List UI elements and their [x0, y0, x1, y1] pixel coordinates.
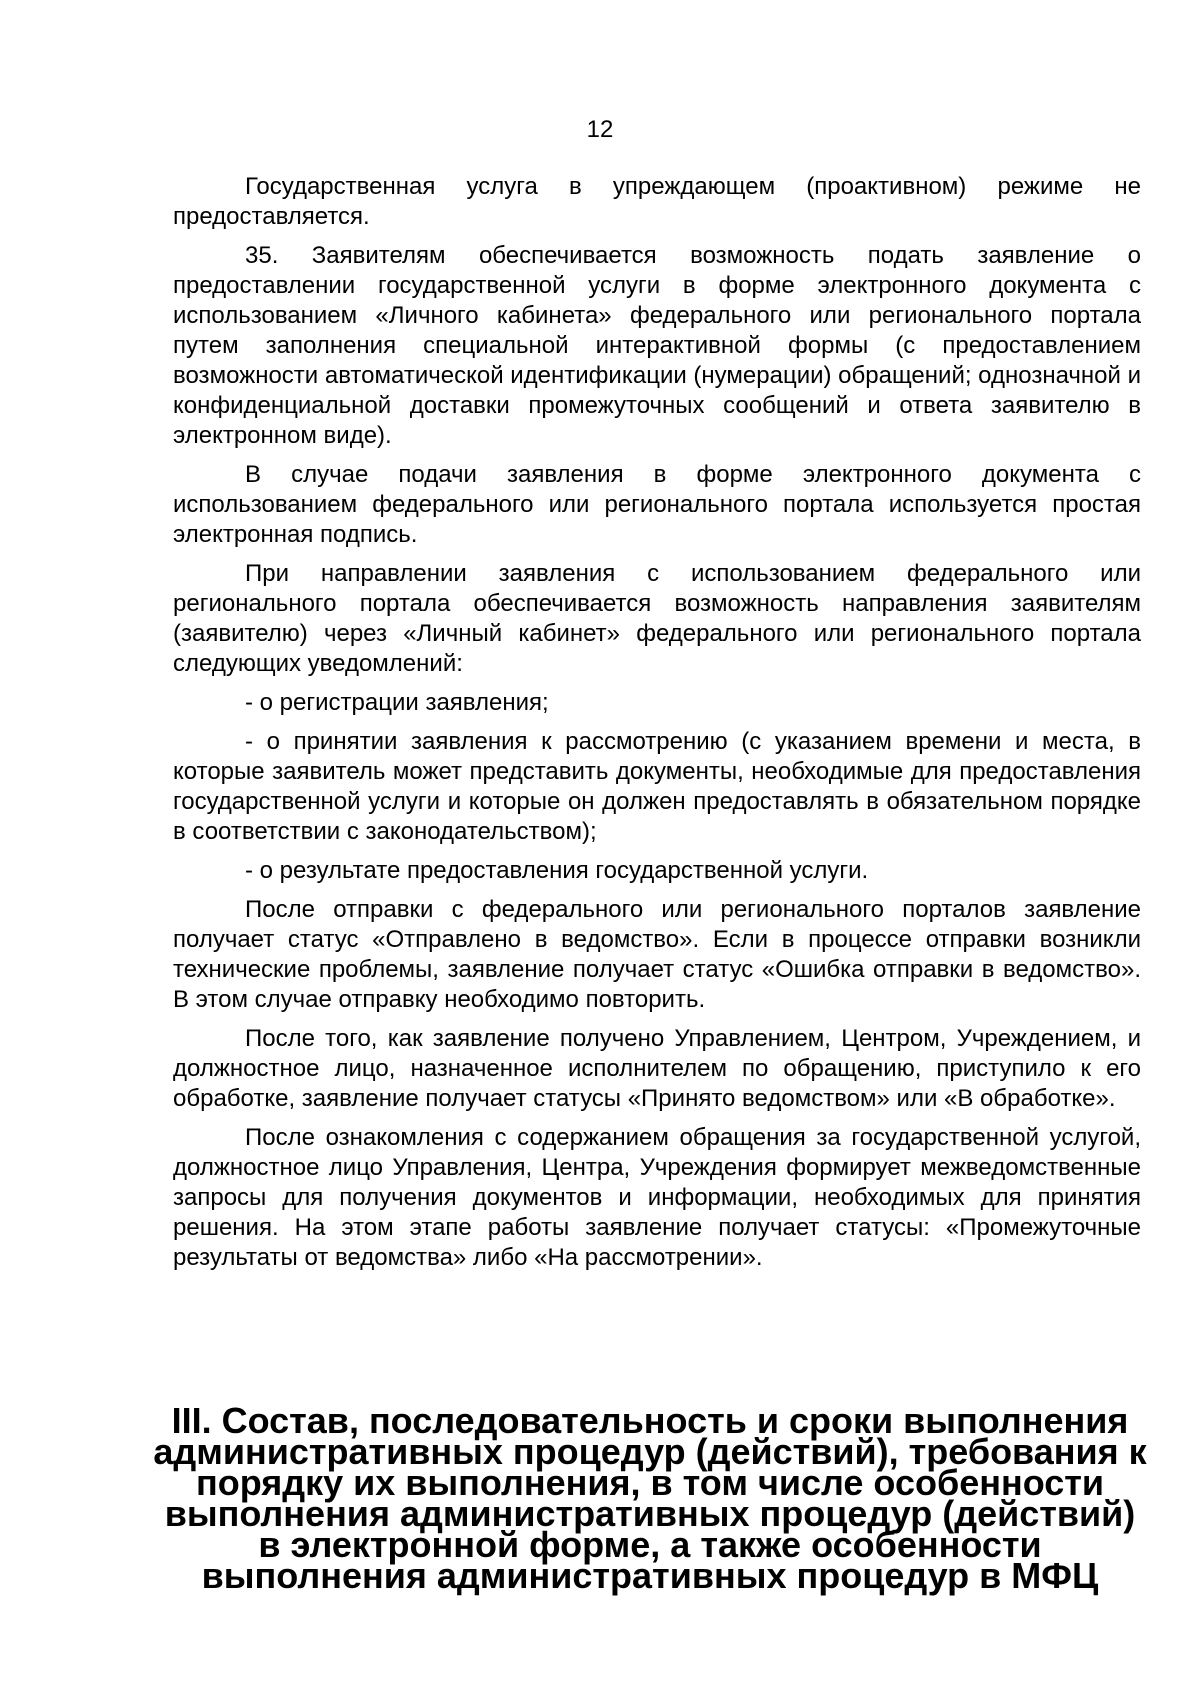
paragraph-sent-status: После отправки с федерального или регионального порталов заявление получает статус «Отправлено в ведомство». Если в процессе отправки возникли технические проблемы, заявление получает статус «Ошибка отправки в ведомство». В этом случае отправку необходимо повторить. [173, 896, 1141, 1013]
paragraph-35-electronic-application: 35. Заявителям обеспечивается возможность подать заявление о предоставлении государственной услуги в форме электронного документа с использованием «Личного кабинета» федерального или регионального портала путем заполнения специальной интерактивной формы (с предоставлением возможности автоматической идентификации (нумерации) обращений; однозначной и конфиденциальной доставки промежуточных сообщений и ответа заявителю в электронном виде). [173, 242, 1142, 449]
paragraph-proactive-mode: Государственная услуга в упреждающем (проактивном) режиме не предоставляется. [173, 173, 1141, 230]
page-number: 12 [586, 116, 614, 143]
list-item-registration: - о регистрации заявления; [245, 689, 549, 716]
paragraph-electronic-signature: В случае подачи заявления в форме электронного документа с использованием федерального или регионального портала используется простая электронная подпись. [173, 461, 1141, 548]
paragraph-processing-status: После того, как заявление получено Управлением, Центром, Учреждением, и должностное лицо, назначенное исполнителем по обращению, приступило к его обработке, заявление получает статусы «Принято ведомством» или «В обработке». [173, 1025, 1141, 1112]
list-item-result: - о результате предоставления государственной услуги. [245, 857, 869, 884]
paragraph-notifications-intro: При направлении заявления с использованием федерального или регионального портала обеспечивается возможность направления заявителям (заявителю) через «Личный кабинет» федерального или регионального портала следующих уведомлений: [173, 560, 1141, 677]
document-body [173, 172, 1141, 1282]
section-heading: III. Состав, последовательность и сроки выполнения административных процедур (действий), требования к порядку их выполнения, в том числе особенности выполнения административных процедур (действий) в электронной форме, а также особенности выполнения административных процедур в МФЦ [153, 1400, 1147, 1596]
paragraph-interagency-requests: После ознакомления с содержанием обращения за государственной услугой, должностное лицо Управления, Центра, Учреждения формирует межведомственные запросы для получения документов и информации, необходимых для принятия решения. На этом этапе работы заявление получает статусы: «Промежуточные результаты от ведомства» либо «На рассмотрении». [173, 1124, 1141, 1271]
list-item-acceptance: - о принятии заявления к рассмотрению (с указанием времени и места, в которые заявитель может представить документы, необходимые для предоставления государственной услуги и которые он должен предоставлять в обязательном порядке в соответствии с законодательством); [173, 728, 1141, 845]
